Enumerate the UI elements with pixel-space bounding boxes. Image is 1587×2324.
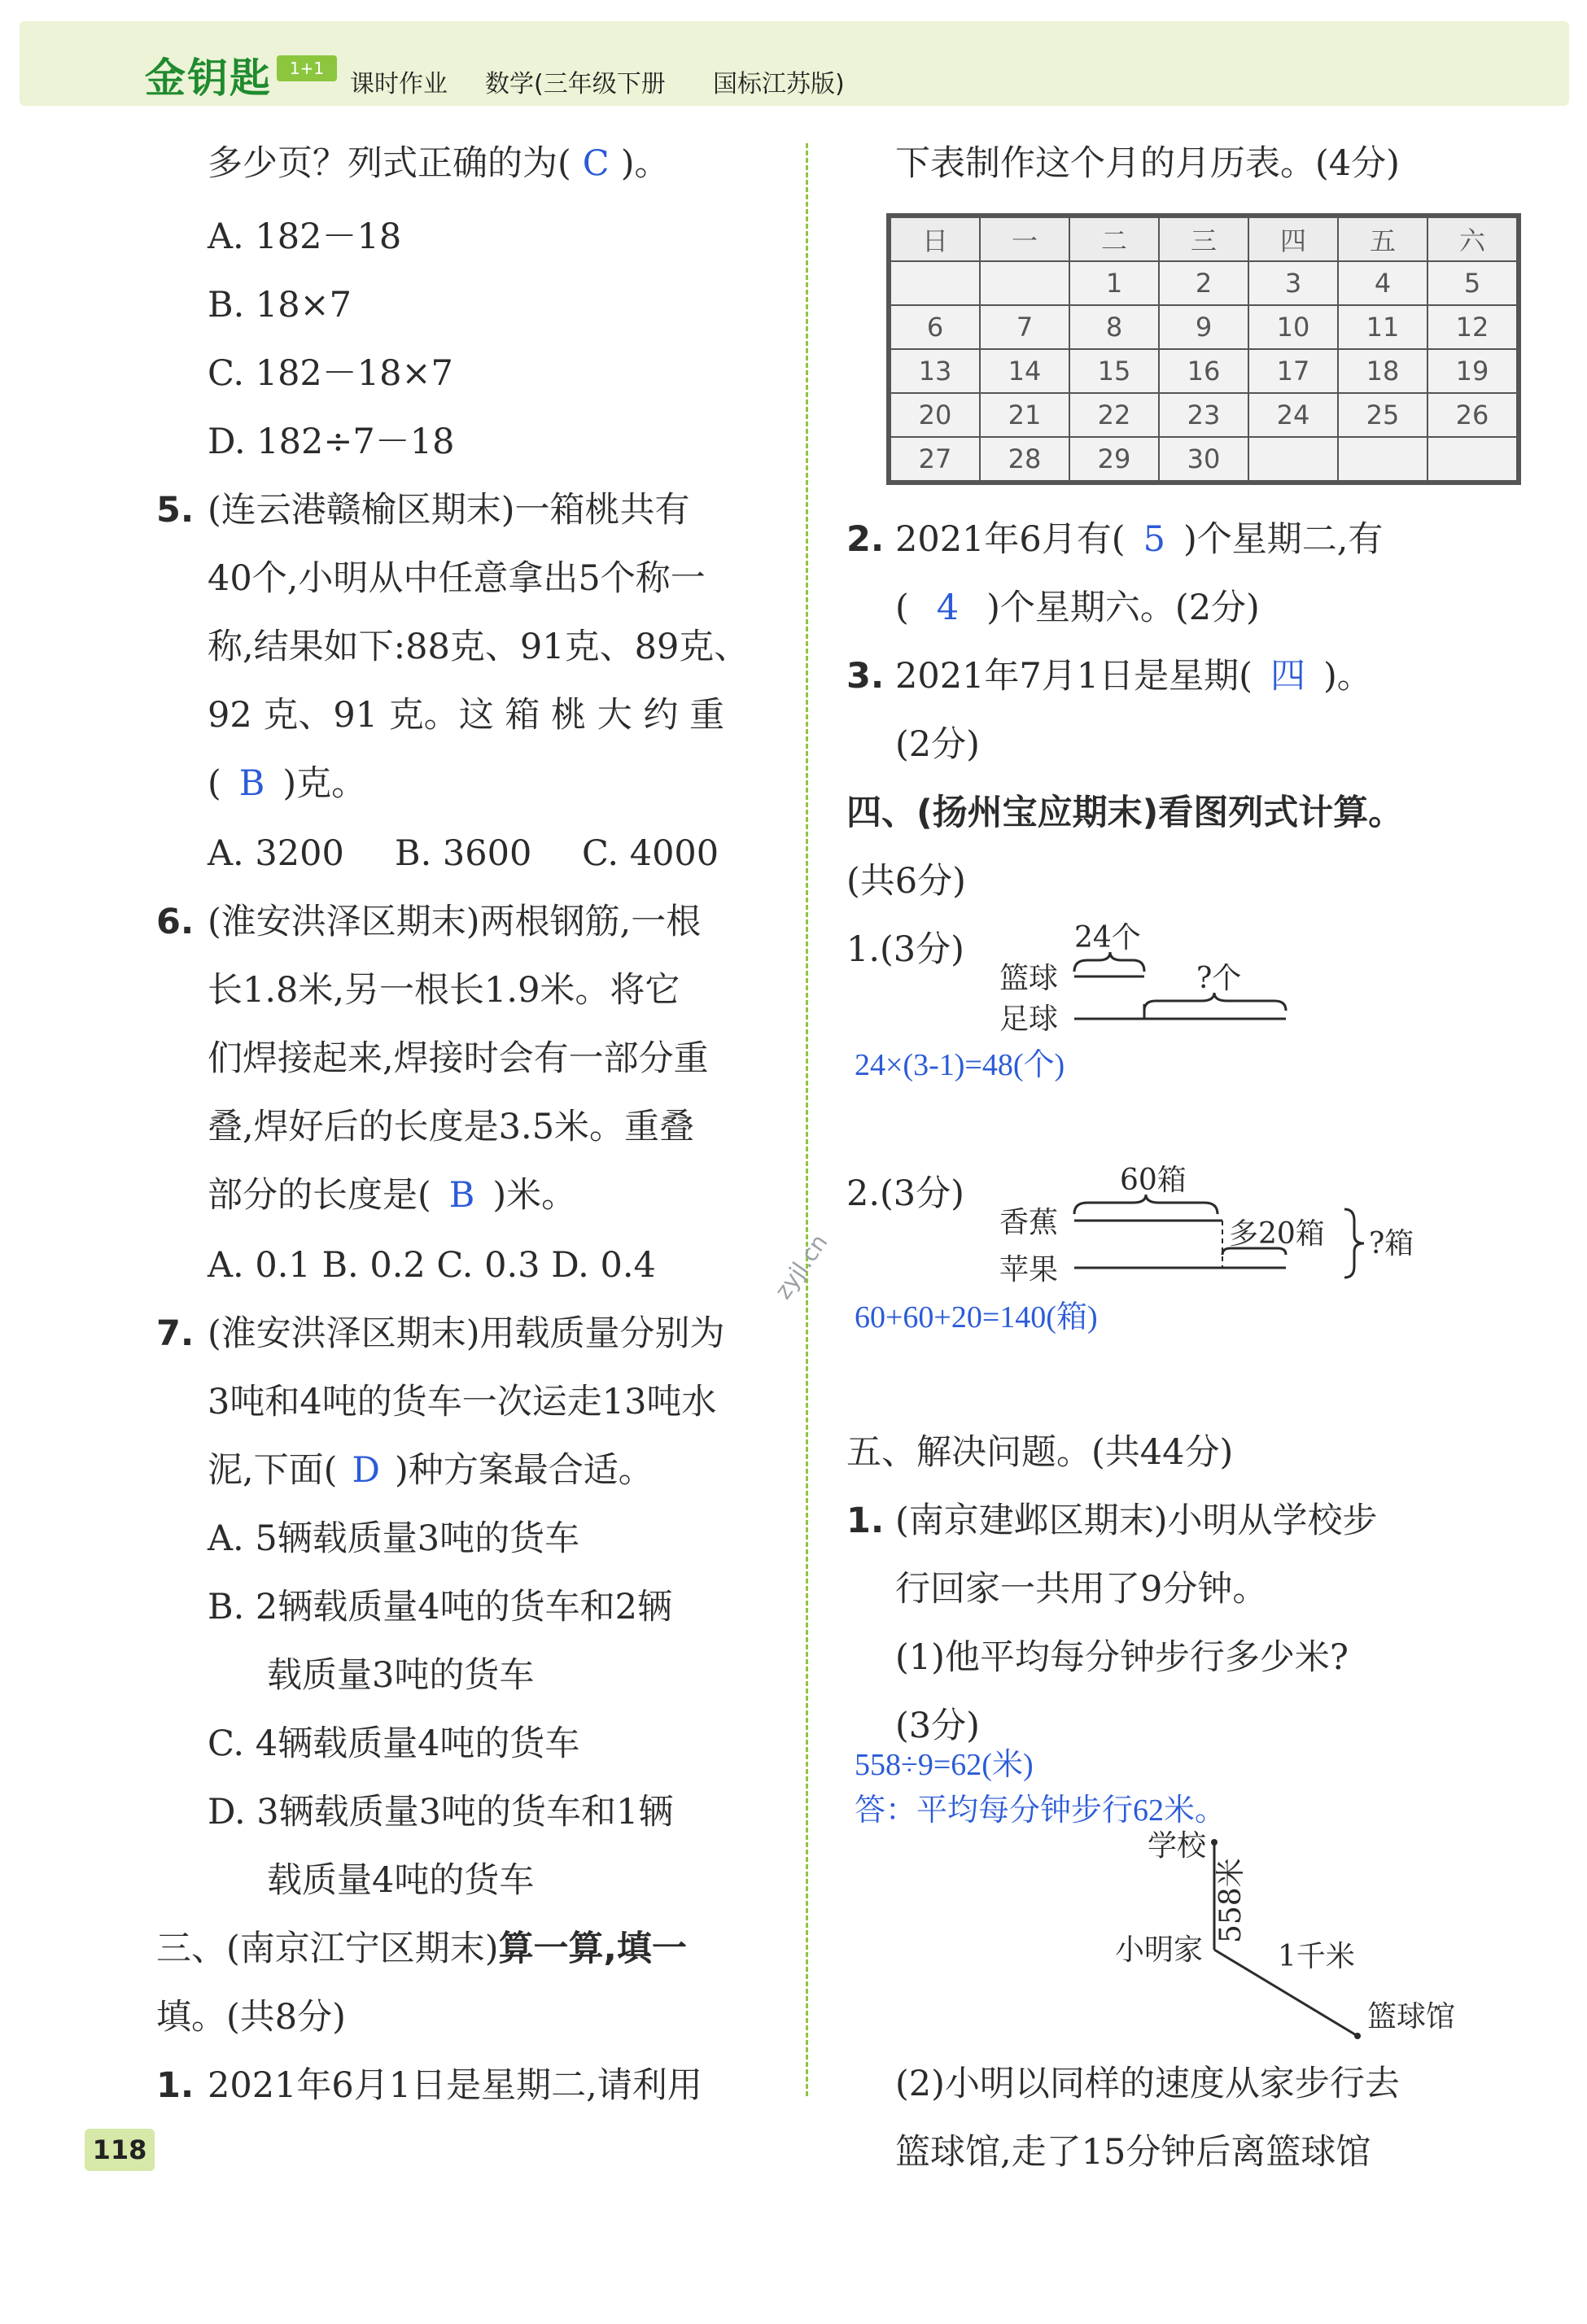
cal-cell — [890, 261, 980, 305]
q6-line: 们焊接起来,焊接时会有一部分重 — [208, 1038, 709, 1079]
s5q1-answer: 答：平均每分钟步行62米。 — [855, 1793, 1226, 1828]
s3q3-line: 2021年7月1日是星期( 四 )。 — [895, 656, 1372, 697]
cal-cell: 20 — [890, 393, 980, 437]
s3q2-line1: 2021年6月有( 5 )个星期二,有 — [895, 519, 1384, 560]
edition-title: 国标江苏版) — [713, 70, 845, 98]
brand-badge: 1+1 — [277, 55, 337, 81]
cal-cell: 16 — [1159, 349, 1248, 393]
map-gym-point — [1354, 2033, 1361, 2039]
cal-cell: 1 — [1069, 261, 1159, 305]
s4q2-answer: 60+60+20=140(箱) — [855, 1300, 1098, 1335]
map-home-label: 小明家 — [1115, 1933, 1204, 1967]
q6-answer: B — [448, 1175, 475, 1216]
s3q3-number: 3. — [846, 656, 885, 697]
q5-blank-line: ( B )克。 — [208, 763, 367, 804]
s4q2-brace-total — [1344, 1209, 1364, 1278]
calendar-table — [890, 216, 1518, 482]
s4q2-question-label: ?箱 — [1369, 1227, 1414, 1260]
q7-option-a: A. 5辆载质量3吨的货车 — [208, 1518, 580, 1559]
s3q2-answer-saturdays: 4 — [936, 588, 960, 628]
s3q1-number: 1. — [156, 2065, 195, 2106]
q6-options: A. 0.1 B. 0.2 C. 0.3 D. 0.4 — [208, 1245, 656, 1286]
map-school-point — [1211, 1839, 1218, 1846]
q4-option-b: B. 18×7 — [208, 285, 352, 325]
cal-cell: 18 — [1338, 349, 1427, 393]
q7-option-d-cont: 载质量4吨的货车 — [267, 1860, 535, 1901]
s5q1-sub2-line: (2)小明以同样的速度从家步行去 — [895, 2064, 1400, 2104]
q4-answer: C — [582, 143, 610, 184]
cal-cell: 19 — [1427, 349, 1517, 393]
cal-cell: 4 — [1338, 261, 1427, 305]
q5-number: 5. — [156, 490, 195, 531]
s4q1-diagram — [993, 920, 1318, 1042]
map-school-label: 学校 — [1148, 1829, 1207, 1863]
s4q1-top-label: 24个 — [1074, 921, 1141, 954]
q7-blank-line: 泥,下面( D )种方案最合适。 — [208, 1450, 654, 1491]
cal-cell: 12 — [1427, 305, 1517, 349]
s5q1-sub2-line: 篮球馆,走了15分钟后离篮球馆 — [895, 2132, 1371, 2173]
q7-option-b: B. 2辆载质量4吨的货车和2辆 — [208, 1587, 673, 1627]
cal-cell — [1427, 437, 1517, 481]
cal-cell: 14 — [980, 349, 1069, 393]
s4q1-question-label: ?个 — [1196, 962, 1242, 995]
section3-heading: 三、(南京江宁区期末)算一算,填一 — [156, 1929, 687, 1969]
s4q2-diagram — [993, 1164, 1432, 1302]
s3q1-text: 2021年6月1日是星期二,请利用 — [208, 2065, 702, 2106]
cal-cell: 22 — [1069, 393, 1159, 437]
cal-head: 五 — [1338, 217, 1427, 261]
q7-option-b-cont: 载质量3吨的货车 — [267, 1655, 535, 1696]
cal-cell: 24 — [1248, 393, 1338, 437]
cal-head: 一 — [980, 217, 1069, 261]
q4-option-c: C. 182－18×7 — [208, 353, 453, 394]
q5-option-b: B. 3600 — [395, 833, 532, 874]
cal-cell: 11 — [1338, 305, 1427, 349]
q4-stem: 多少页？列式正确的为( C )。 — [208, 143, 670, 184]
cal-cell: 6 — [890, 305, 980, 349]
s4q1-row1-label: 篮球 — [999, 962, 1059, 995]
cal-cell: 5 — [1427, 261, 1517, 305]
s4q2-more-label: 多20箱 — [1229, 1217, 1325, 1251]
cal-cell: 13 — [890, 349, 980, 393]
cal-cell: 25 — [1338, 393, 1427, 437]
s5q1-calc: 558÷9=62(米) — [855, 1748, 1034, 1782]
cal-cell: 7 — [980, 305, 1069, 349]
cal-head: 四 — [1248, 217, 1338, 261]
q4-option-d: D. 182÷7－18 — [208, 422, 455, 462]
s3q1-cont: 下表制作这个月的月历表。(4分) — [895, 143, 1400, 184]
cal-cell: 27 — [890, 437, 980, 481]
cal-cell — [1338, 437, 1427, 481]
q5-line: 92 克、91 克。这 箱 桃 大 约 重 — [208, 695, 725, 736]
map-gym-label: 篮球馆 — [1367, 2000, 1456, 2034]
cal-cell: 28 — [980, 437, 1069, 481]
s4q1-answer: 24×(3-1)=48(个) — [855, 1048, 1065, 1082]
q6-blank-line: 部分的长度是( B )米。 — [208, 1175, 577, 1216]
cal-cell: 29 — [1069, 437, 1159, 481]
q6-line: (淮安洪泽区期末)两根钢筋,一根 — [208, 902, 702, 942]
q5-option-c: C. 4000 — [582, 833, 719, 874]
q6-line: 长1.8米,另一根长1.9米。将它 — [208, 970, 680, 1011]
map-distance-558: 558米 — [1214, 1858, 1248, 1943]
q7-number: 7. — [156, 1313, 195, 1354]
section5-heading: 五、解决问题。(共44分) — [846, 1432, 1234, 1473]
subject-title: 数学(三年级下册 — [485, 70, 666, 98]
q7-line: 3吨和4吨的货车一次运走13吨水 — [208, 1382, 717, 1422]
s4q1-row2-label: 足球 — [999, 1003, 1059, 1036]
s3q3-answer: 四 — [1270, 656, 1305, 697]
q7-answer: D — [352, 1450, 380, 1491]
s4q1-label: 1.(3分) — [846, 929, 964, 970]
s4q2-top-label: 60箱 — [1120, 1164, 1187, 1197]
s4q2-row2-label: 苹果 — [999, 1253, 1059, 1286]
cal-cell: 10 — [1248, 305, 1338, 349]
cal-head: 日 — [890, 217, 980, 261]
s5q1-map — [1099, 1823, 1481, 2051]
s5q1-line: (南京建邺区期末)小明从学校步 — [895, 1501, 1378, 1541]
q6-line: 叠,焊好后的长度是3.5米。重叠 — [208, 1107, 695, 1147]
cal-head: 三 — [1159, 217, 1248, 261]
q4-option-a: A. 182－18 — [208, 216, 402, 257]
cal-cell: 21 — [980, 393, 1069, 437]
series-title: 课时作业 — [350, 70, 448, 98]
cal-cell: 2 — [1159, 261, 1248, 305]
page-number: 118 — [85, 2129, 155, 2171]
q5-line: 称,结果如下:88克、91克、89克、 — [208, 627, 750, 667]
cal-cell: 8 — [1069, 305, 1159, 349]
s4q2-brace-top — [1074, 1195, 1218, 1214]
cal-cell: 23 — [1159, 393, 1248, 437]
cal-cell: 26 — [1427, 393, 1517, 437]
q7-line: (淮安洪泽区期末)用载质量分别为 — [208, 1313, 725, 1354]
map-distance-1km: 1千米 — [1278, 1940, 1355, 1973]
q5-line: 40个,小明从中任意拿出5个称一 — [208, 558, 706, 599]
q5-line: (连云港赣榆区期末)一箱桃共有 — [208, 490, 690, 531]
watermark: zyjl.cn — [769, 1229, 833, 1304]
q5-option-a: A. 3200 — [208, 833, 344, 874]
cal-head: 二 — [1069, 217, 1159, 261]
s3q2-number: 2. — [846, 519, 885, 560]
cal-cell: 3 — [1248, 261, 1338, 305]
cal-cell: 17 — [1248, 349, 1338, 393]
s3q2-line2: ( 4 )个星期六。(2分) — [895, 588, 1260, 628]
s5q1-sub1: (1)他平均每分钟步行多少米? — [895, 1637, 1349, 1678]
cal-cell: 9 — [1159, 305, 1248, 349]
cal-cell: 30 — [1159, 437, 1248, 481]
cal-head: 六 — [1427, 217, 1517, 261]
section4-heading: 四、(扬州宝应期末)看图列式计算。 — [846, 793, 1404, 833]
s5q1-line: 行回家一共用了9分钟。 — [895, 1569, 1268, 1610]
q5-answer: B — [238, 763, 265, 804]
cal-cell — [1248, 437, 1338, 481]
q7-option-d: D. 3辆载质量3吨的货车和1辆 — [208, 1792, 674, 1833]
cal-cell — [980, 261, 1069, 305]
s4q1-brace-question — [1144, 993, 1286, 1011]
column-divider — [806, 143, 808, 2096]
section3-score: 填。(共8分) — [156, 1997, 346, 2038]
brand-logo: 金钥匙 — [145, 55, 272, 102]
section4-score: (共6分) — [846, 861, 966, 902]
s5q1-sub1-score: (3分) — [895, 1706, 980, 1746]
s4q2-row1-label: 香蕉 — [999, 1206, 1059, 1239]
q7-option-c: C. 4辆载质量4吨的货车 — [208, 1723, 580, 1764]
cal-cell: 15 — [1069, 349, 1159, 393]
s4q2-label: 2.(3分) — [846, 1173, 964, 1214]
s5q1-number: 1. — [846, 1501, 885, 1541]
s3q2-answer-tuesdays: 5 — [1143, 519, 1165, 560]
s3q3-score: (2分) — [895, 724, 980, 765]
q6-number: 6. — [156, 902, 195, 942]
s4q1-brace-top — [1074, 952, 1144, 972]
